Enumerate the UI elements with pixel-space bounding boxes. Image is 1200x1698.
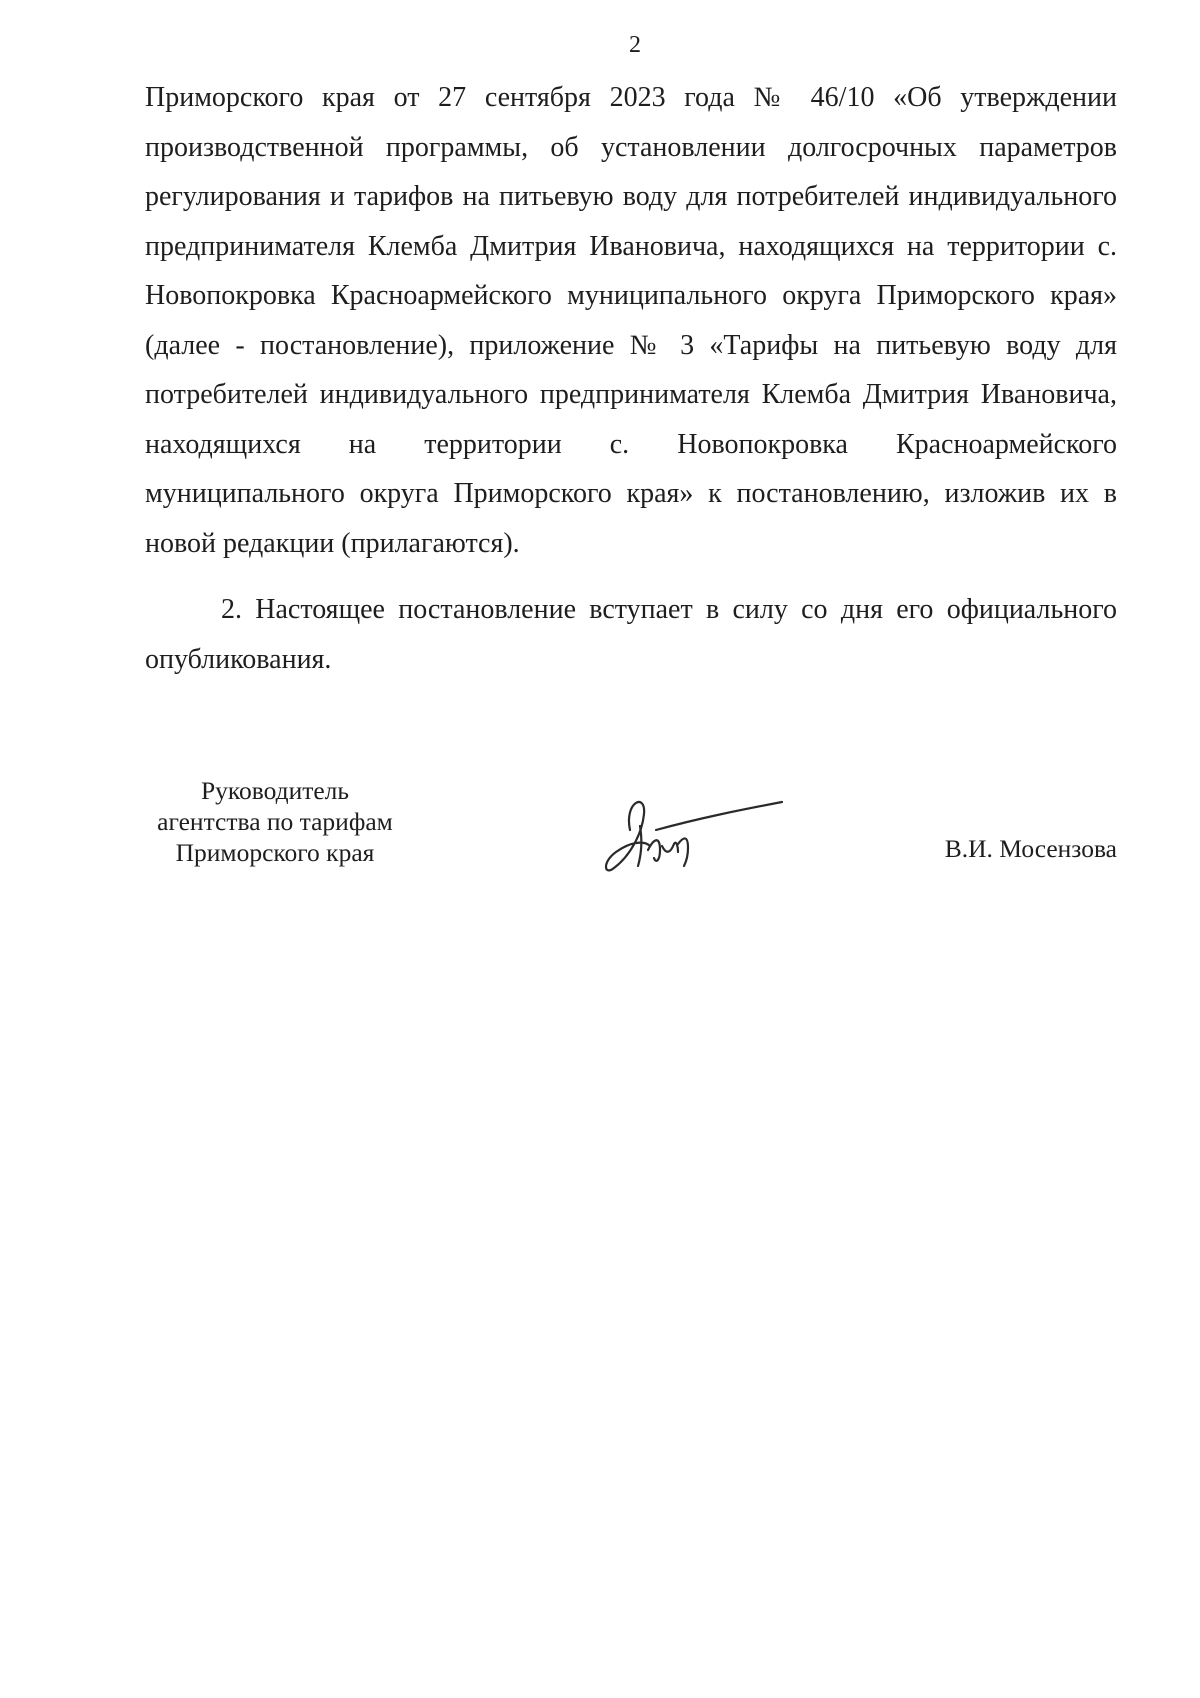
document-body — [145, 73, 1117, 684]
position-line-3: Приморского края — [175, 838, 375, 867]
position-line-1: Руководитель — [200, 776, 350, 805]
handwritten-signature — [600, 790, 790, 880]
signatory-position — [135, 775, 415, 868]
paragraph-item-2: 2. Настоящее постановление вступает в силу со дня его официального опубликования. — [145, 594, 1117, 675]
signatory-name: В.И. Мосензова — [944, 834, 1117, 863]
position-line-2: агентства по тарифам — [157, 807, 393, 836]
paragraph-continuation: Приморского края от 27 сентября 2023 года № 46/10 «Об утверждении производственной программы, об установлении долгосрочных параметров регулирования и тарифов на питьевую воду для потребителей индивидуального предпринимателя Клемба Дмитрия Ивановича, находящихся на территории с. Новопокровка Красноармейского муниципального округа Приморского края» (далее - постановление), приложение № 3 «Тарифы на питьевую воду для потребителей индивидуального предпринимателя Клемба Дмитрия Ивановича, находящихся на территории с. Новопокровка Красноармейского муниципального округа Приморского края» к постановлению, изложив их в новой редакции (прилагаются). — [145, 82, 1117, 559]
page-number: 2 — [629, 32, 641, 58]
